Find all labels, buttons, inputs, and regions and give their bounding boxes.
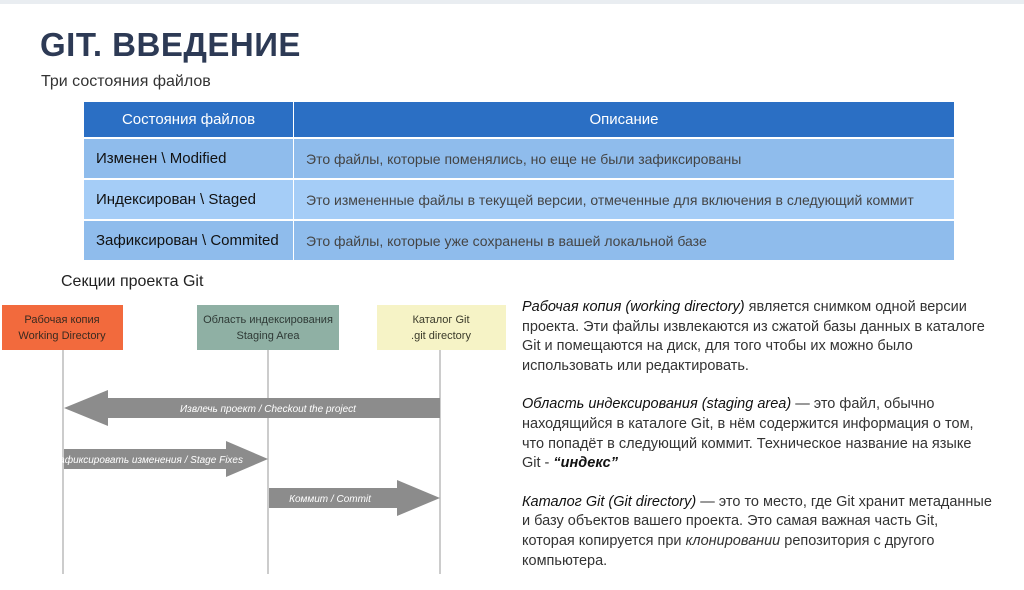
staging-area-text: — это файл, обычно находящийся в каталоге Git, в нём содержится информация о том, что попадёт в следующий коммит. Техническое название на языке Git -	[522, 396, 974, 472]
git-directory-label-2: .git directory	[411, 330, 471, 342]
index-quote: “индекс”	[553, 455, 618, 472]
staging-area-paragraph	[522, 395, 992, 473]
working-directory-label-2: Working Directory	[18, 330, 106, 342]
staging-area-term: Область индексирования (staging area)	[522, 396, 792, 413]
description-cell: Это файлы, которые поменялись, но еще не были зафиксированы	[294, 138, 955, 179]
header-description: Описание	[294, 102, 955, 138]
table-header-row	[84, 102, 955, 138]
state-cell: Зафиксирован \ Commited	[84, 220, 294, 261]
header-states: Состояния файлов	[84, 102, 294, 138]
staging-area-label-1: Область индексирования	[203, 314, 333, 326]
sections-description	[522, 298, 992, 590]
git-directory-paragraph	[522, 493, 992, 571]
cloning-term: клонировании	[685, 532, 781, 549]
git-directory-box	[377, 305, 506, 350]
git-directory-tail: репозитория с другого компьютера.	[522, 532, 935, 569]
git-directory-term: Каталог Git (Git directory)	[522, 493, 697, 510]
working-directory-paragraph	[522, 298, 992, 376]
checkout-arrow-label: Извлечь проект / Checkout the project	[180, 404, 356, 415]
state-cell: Изменен \ Modified	[84, 138, 294, 179]
working-directory-text: является снимком одной версии проекта. Эти файлы извлекаются из сжатой базы данных в каталоге Git и помещаются на диск, для того чтобы их можно было использовать или редактировать.	[522, 299, 985, 374]
state-cell: Индексирован \ Staged	[84, 179, 294, 220]
table-row	[84, 138, 955, 179]
sections-title: Секции проекта Git	[61, 273, 204, 290]
top-bar	[0, 0, 1024, 4]
staging-area-label-2: Staging Area	[236, 330, 300, 342]
table-row	[84, 179, 955, 220]
staging-area-box	[197, 305, 339, 350]
working-directory-term: Рабочая копия (working directory)	[522, 299, 745, 315]
git-sections-diagram	[0, 295, 520, 574]
working-directory-box	[2, 305, 123, 350]
slide-title: GIT. ВВЕДЕНИЕ	[40, 26, 301, 63]
git-directory-text: — это то место, где Git хранит метаданные и базу объектов вашего проекта. Это самая важная часть Git, которая копируется при	[522, 493, 992, 549]
commit-arrow-label: Коммит / Commit	[289, 494, 371, 505]
table-row	[84, 220, 955, 261]
working-directory-label-1: Рабочая копия	[24, 314, 100, 326]
git-directory-label-1: Каталог Git	[412, 314, 470, 326]
stage-arrow-label: Зафиксировать изменения / Stage Fixes	[53, 455, 243, 466]
description-cell: Это файлы, которые уже сохранены в вашей локальной базе	[294, 220, 955, 261]
description-cell: Это измененные файлы в текущей версии, отмеченные для включения в следующий коммит	[294, 179, 955, 220]
file-states-table	[84, 102, 955, 262]
slide-subtitle: Три состояния файлов	[41, 73, 211, 90]
